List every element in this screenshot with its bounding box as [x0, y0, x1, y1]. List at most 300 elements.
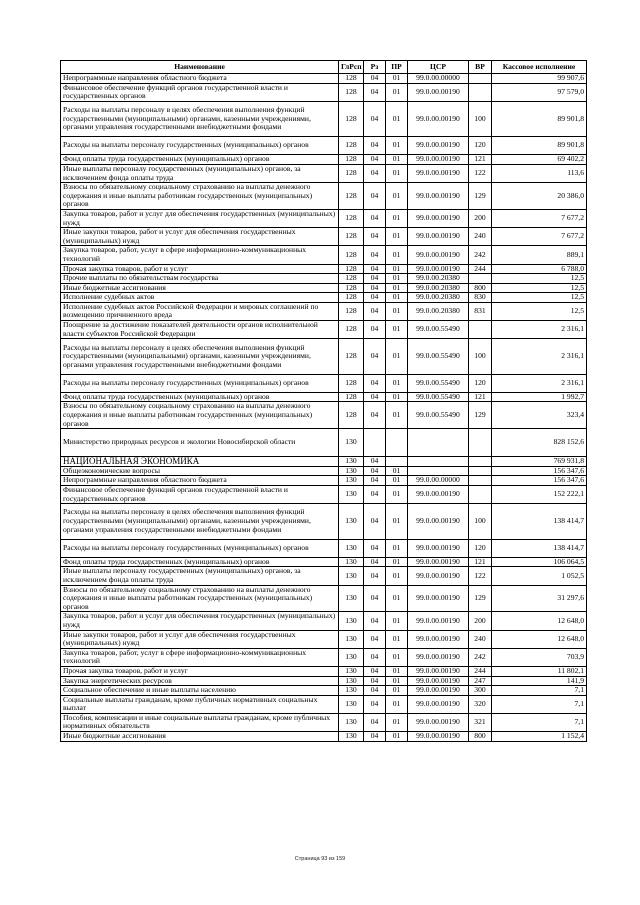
row-csr: 99.0.00.00190: [408, 567, 469, 585]
row-amount: 156 347,6: [492, 476, 587, 486]
table-row: [61, 155, 587, 165]
row-name: Фонд оплаты труда государственных (муниципальных) органов: [61, 155, 339, 165]
row-rz: 04: [364, 539, 386, 557]
row-vr: 120: [469, 374, 492, 392]
row-amount: 889,1: [492, 246, 587, 264]
row-rz: 04: [364, 164, 386, 182]
row-vr: [469, 74, 492, 84]
row-csr: 99.0.00.00190: [408, 695, 469, 713]
row-csr: 99.0.00.00190: [408, 209, 469, 227]
row-pr: 01: [386, 539, 408, 557]
row-amount: 31 297,6: [492, 585, 587, 612]
row-vr: 120: [469, 539, 492, 557]
row-glrsp: 130: [339, 457, 364, 467]
table-row: [61, 585, 587, 612]
row-pr: [386, 457, 408, 467]
row-rz: 04: [364, 504, 386, 539]
row-glrsp: 130: [339, 585, 364, 612]
row-csr: 99.0.00.00000: [408, 74, 469, 84]
row-glrsp: 128: [339, 209, 364, 227]
row-amount: 156 347,6: [492, 466, 587, 476]
row-rz: 04: [364, 466, 386, 476]
table-row: [61, 228, 587, 246]
table-row: [61, 137, 587, 155]
row-amount: 769 931,8: [492, 457, 587, 467]
row-name: Расходы на выплаты персоналу государственных (муниципальных) органов: [61, 539, 339, 557]
row-glrsp: 130: [339, 466, 364, 476]
row-rz: 04: [364, 228, 386, 246]
row-amount: 12,5: [492, 302, 587, 320]
row-vr: 120: [469, 137, 492, 155]
row-glrsp: 128: [339, 155, 364, 165]
row-glrsp: 130: [339, 630, 364, 648]
row-vr: 200: [469, 612, 492, 630]
row-amount: 7,1: [492, 686, 587, 696]
row-csr: 99.0.00.00190: [408, 713, 469, 731]
row-rz: 04: [364, 101, 386, 136]
row-glrsp: 130: [339, 686, 364, 696]
row-rz: 04: [364, 732, 386, 742]
row-rz: 04: [364, 74, 386, 84]
row-vr: 242: [469, 246, 492, 264]
row-rz: 04: [364, 476, 386, 486]
row-name: НАЦИОНАЛЬНАЯ ЭКОНОМИКА: [61, 457, 339, 467]
row-amount: 141,9: [492, 676, 587, 686]
row-glrsp: 130: [339, 539, 364, 557]
header-csr: ЦСР: [408, 61, 469, 74]
row-vr: 321: [469, 713, 492, 731]
row-glrsp: 130: [339, 567, 364, 585]
row-name: Закупка энергетических ресурсов: [61, 676, 339, 686]
table-row: [61, 274, 587, 284]
row-glrsp: 130: [339, 666, 364, 676]
row-rz: 04: [364, 585, 386, 612]
row-vr: 100: [469, 504, 492, 539]
row-csr: 99.0.00.55490: [408, 321, 469, 339]
row-name: Финансовое обеспечение функций органов государственной власти и государственных органов: [61, 83, 339, 101]
table-row: [61, 504, 587, 539]
row-name: Иные бюджетные ассигнования: [61, 283, 339, 293]
row-rz: 04: [364, 274, 386, 284]
row-pr: 01: [386, 567, 408, 585]
row-pr: 01: [386, 466, 408, 476]
row-name: Финансовое обеспечение функций органов государственной власти и государственных органов: [61, 486, 339, 504]
row-pr: 01: [386, 713, 408, 731]
table-row: [61, 713, 587, 731]
table-row: [61, 567, 587, 585]
table-row: [61, 402, 587, 429]
table-row: [61, 732, 587, 742]
row-glrsp: 128: [339, 293, 364, 303]
row-csr: 99.0.00.00190: [408, 246, 469, 264]
row-pr: 01: [386, 648, 408, 666]
row-vr: [469, 429, 492, 457]
row-rz: 04: [364, 209, 386, 227]
row-vr: [469, 274, 492, 284]
row-csr: 99.0.00.00190: [408, 686, 469, 696]
row-vr: 240: [469, 228, 492, 246]
table-row: [61, 557, 587, 567]
row-rz: 04: [364, 392, 386, 402]
row-csr: 99.0.00.20380: [408, 274, 469, 284]
row-pr: 01: [386, 374, 408, 392]
row-csr: 99.0.00.00190: [408, 666, 469, 676]
table-row: [61, 183, 587, 210]
row-amount: 1 052,5: [492, 567, 587, 585]
row-rz: 04: [364, 676, 386, 686]
row-pr: 01: [386, 228, 408, 246]
row-rz: 04: [364, 137, 386, 155]
row-name: Общеэкономические вопросы: [61, 466, 339, 476]
row-name: Расходы на выплаты персоналу государственных (муниципальных) органов: [61, 374, 339, 392]
row-amount: 6 788,0: [492, 264, 587, 274]
row-rz: 04: [364, 155, 386, 165]
row-name: Прочая закупка товаров, работ и услуг: [61, 666, 339, 676]
row-rz: 04: [364, 264, 386, 274]
table-row: [61, 612, 587, 630]
row-rz: 04: [364, 183, 386, 210]
row-rz: 04: [364, 557, 386, 567]
row-pr: 01: [386, 293, 408, 303]
row-name: Взносы по обязательному социальному страхованию на выплаты денежного содержания и иные выплаты работникам государственных (муниципальных) органов: [61, 585, 339, 612]
row-pr: 01: [386, 676, 408, 686]
row-vr: [469, 457, 492, 467]
table-header-row: [61, 61, 587, 74]
row-name: Пособия, компенсации и иные социальные выплаты гражданам, кроме публичных нормативных обязательств: [61, 713, 339, 731]
table-row: [61, 539, 587, 557]
row-name: Взносы по обязательному социальному страхованию на выплаты денежного содержания и иные выплаты работникам государственных (муниципальных) органов: [61, 183, 339, 210]
table-row: [61, 648, 587, 666]
row-name: Расходы на выплаты персоналу в целях обеспечения выполнения функций государственными (муниципальными) органами, казенными учреждениями, органами управления государственными внебюджетными фондами: [61, 101, 339, 136]
row-vr: 121: [469, 155, 492, 165]
table-row: [61, 457, 587, 467]
row-amount: 7 677,2: [492, 209, 587, 227]
row-name: Расходы на выплаты персоналу в целях обеспечения выполнения функций государственными (муниципальными) органами, казенными учреждениями, органами управления государственными внебюджетными фондами: [61, 339, 339, 374]
row-name: Закупка товаров, работ и услуг для обеспечения государственных (муниципальных) нужд: [61, 612, 339, 630]
row-amount: 20 386,0: [492, 183, 587, 210]
row-glrsp: 128: [339, 274, 364, 284]
row-glrsp: 130: [339, 557, 364, 567]
row-name: Поощрение за достижение показателей деятельности органов исполнительной власти субъектов Российской Федерации: [61, 321, 339, 339]
row-pr: 01: [386, 732, 408, 742]
row-pr: 01: [386, 557, 408, 567]
row-glrsp: 128: [339, 374, 364, 392]
row-vr: 240: [469, 630, 492, 648]
row-amount: 11 802,1: [492, 666, 587, 676]
row-vr: [469, 476, 492, 486]
row-csr: 99.0.00.00190: [408, 648, 469, 666]
row-rz: 04: [364, 630, 386, 648]
row-amount: 89 901,8: [492, 137, 587, 155]
row-csr: 99.0.00.00000: [408, 476, 469, 486]
row-name: Исполнение судебных актов Российской Федерации и мировых соглашений по возмещению причиненного вреда: [61, 302, 339, 320]
row-pr: 01: [386, 264, 408, 274]
table-row: [61, 429, 587, 457]
row-csr: 99.0.00.00190: [408, 732, 469, 742]
row-csr: 99.0.00.00190: [408, 137, 469, 155]
row-glrsp: 128: [339, 283, 364, 293]
row-glrsp: 130: [339, 713, 364, 731]
row-csr: 99.0.00.00190: [408, 264, 469, 274]
row-amount: 113,6: [492, 164, 587, 182]
row-glrsp: 128: [339, 402, 364, 429]
row-pr: 01: [386, 585, 408, 612]
row-csr: 99.0.00.00190: [408, 83, 469, 101]
row-vr: [469, 321, 492, 339]
row-name: Взносы по обязательному социальному страхованию на выплаты денежного содержания и иные выплаты работникам государственных (муниципальных) органов: [61, 402, 339, 429]
header-pr: ПР: [386, 61, 408, 74]
row-name: Иные выплаты персоналу государственных (муниципальных) органов, за исключением фонда оплаты труда: [61, 567, 339, 585]
row-vr: 129: [469, 183, 492, 210]
row-rz: 04: [364, 302, 386, 320]
table-row: [61, 339, 587, 374]
row-name: Иные закупки товаров, работ и услуг для обеспечения государственных (муниципальных) нужд: [61, 228, 339, 246]
row-pr: 01: [386, 137, 408, 155]
row-glrsp: 128: [339, 321, 364, 339]
row-csr: 99.0.00.00190: [408, 164, 469, 182]
row-amount: 97 579,0: [492, 83, 587, 101]
row-vr: 300: [469, 686, 492, 696]
row-amount: 2 316,1: [492, 321, 587, 339]
row-amount: 12,5: [492, 274, 587, 284]
row-csr: 99.0.00.55490: [408, 374, 469, 392]
row-csr: [408, 457, 469, 467]
table-row: [61, 302, 587, 320]
row-csr: 99.0.00.20380: [408, 302, 469, 320]
row-amount: 138 414,7: [492, 504, 587, 539]
budget-table: [60, 60, 587, 742]
header-rz: Рз: [364, 61, 386, 74]
row-vr: 244: [469, 264, 492, 274]
row-pr: 01: [386, 392, 408, 402]
row-rz: 04: [364, 283, 386, 293]
row-rz: 04: [364, 83, 386, 101]
row-amount: 2 316,1: [492, 374, 587, 392]
row-amount: 7,1: [492, 695, 587, 713]
table-row: [61, 630, 587, 648]
row-csr: 99.0.00.20380: [408, 283, 469, 293]
row-glrsp: 130: [339, 648, 364, 666]
row-rz: 04: [364, 713, 386, 731]
row-csr: 99.0.00.00190: [408, 486, 469, 504]
row-rz: 04: [364, 374, 386, 392]
row-csr: 99.0.00.20380: [408, 293, 469, 303]
row-pr: 01: [386, 274, 408, 284]
row-amount: 12,5: [492, 283, 587, 293]
header-glrsp: ГлРсп: [339, 61, 364, 74]
row-vr: 121: [469, 392, 492, 402]
row-csr: 99.0.00.00190: [408, 585, 469, 612]
row-vr: 121: [469, 557, 492, 567]
row-glrsp: 130: [339, 476, 364, 486]
row-pr: 01: [386, 686, 408, 696]
row-rz: 04: [364, 695, 386, 713]
row-pr: 01: [386, 695, 408, 713]
row-glrsp: 130: [339, 612, 364, 630]
row-name: Иные выплаты персоналу государственных (муниципальных) органов, за исключением фонда оплаты труда: [61, 164, 339, 182]
row-name: Прочая закупка товаров, работ и услуг: [61, 264, 339, 274]
header-vr: ВР: [469, 61, 492, 74]
row-name: Закупка товаров, работ и услуг для обеспечения государственных (муниципальных) нужд: [61, 209, 339, 227]
row-pr: 01: [386, 666, 408, 676]
row-rz: [364, 429, 386, 457]
table-row: [61, 264, 587, 274]
row-name: Фонд оплаты труда государственных (муниципальных) органов: [61, 557, 339, 567]
row-csr: 99.0.00.00190: [408, 228, 469, 246]
row-name: Прочие выплаты по обязательствам государства: [61, 274, 339, 284]
row-vr: 129: [469, 402, 492, 429]
row-rz: 04: [364, 321, 386, 339]
document-page: [60, 60, 586, 742]
row-name: Иные закупки товаров, работ и услуг для обеспечения государственных (муниципальных) нужд: [61, 630, 339, 648]
row-vr: 830: [469, 293, 492, 303]
row-amount: 12 648,0: [492, 630, 587, 648]
row-vr: 100: [469, 101, 492, 136]
row-pr: 01: [386, 402, 408, 429]
row-glrsp: 130: [339, 732, 364, 742]
row-amount: 99 907,6: [492, 74, 587, 84]
row-pr: 01: [386, 321, 408, 339]
row-name: Закупка товаров, работ, услуг в сфере информационно-коммуникационных технологий: [61, 648, 339, 666]
page-footer: Страница 93 из 159: [294, 856, 346, 862]
row-rz: 04: [364, 648, 386, 666]
row-glrsp: 128: [339, 264, 364, 274]
row-glrsp: 128: [339, 339, 364, 374]
table-row: [61, 476, 587, 486]
table-row: [61, 321, 587, 339]
row-amount: 1 992,7: [492, 392, 587, 402]
row-name: Социальные выплаты гражданам, кроме публичных нормативных социальных выплат: [61, 695, 339, 713]
row-amount: 138 414,7: [492, 539, 587, 557]
row-rz: 04: [364, 666, 386, 676]
row-name: Расходы на выплаты персоналу в целях обеспечения выполнения функций государственными (муниципальными) органами, казенными учреждениями, органами управления государственными внебюджетными фондами: [61, 504, 339, 539]
row-csr: 99.0.00.00190: [408, 539, 469, 557]
row-csr: 99.0.00.00190: [408, 155, 469, 165]
row-pr: 01: [386, 486, 408, 504]
row-csr: [408, 429, 469, 457]
row-vr: 242: [469, 648, 492, 666]
row-rz: 04: [364, 402, 386, 429]
row-glrsp: 128: [339, 183, 364, 210]
table-row: [61, 74, 587, 84]
row-rz: 04: [364, 686, 386, 696]
row-glrsp: 130: [339, 695, 364, 713]
row-amount: 12,5: [492, 293, 587, 303]
table-row: [61, 695, 587, 713]
row-csr: 99.0.00.55490: [408, 402, 469, 429]
row-pr: 01: [386, 246, 408, 264]
table-row: [61, 83, 587, 101]
row-amount: 1 152,4: [492, 732, 587, 742]
row-pr: 01: [386, 83, 408, 101]
row-glrsp: 128: [339, 83, 364, 101]
table-row: [61, 293, 587, 303]
header-name: Наименование: [61, 61, 339, 74]
row-name: Иные бюджетные ассигнования: [61, 732, 339, 742]
row-rz: 04: [364, 457, 386, 467]
row-vr: 320: [469, 695, 492, 713]
row-vr: [469, 83, 492, 101]
row-amount: 152 222,1: [492, 486, 587, 504]
row-glrsp: 128: [339, 74, 364, 84]
row-glrsp: 130: [339, 486, 364, 504]
row-glrsp: 128: [339, 246, 364, 264]
row-name: Закупка товаров, работ, услуг в сфере информационно-коммуникационных технологий: [61, 246, 339, 264]
row-csr: 99.0.00.00190: [408, 612, 469, 630]
row-vr: 800: [469, 732, 492, 742]
row-amount: 12 648,0: [492, 612, 587, 630]
row-amount: 703,9: [492, 648, 587, 666]
row-vr: 800: [469, 283, 492, 293]
row-csr: 99.0.00.00190: [408, 557, 469, 567]
table-row: [61, 283, 587, 293]
row-pr: 01: [386, 183, 408, 210]
row-glrsp: 128: [339, 137, 364, 155]
row-amount: 2 316,1: [492, 339, 587, 374]
row-name: Фонд оплаты труда государственных (муниципальных) органов: [61, 392, 339, 402]
table-row: [61, 209, 587, 227]
row-amount: 69 402,2: [492, 155, 587, 165]
row-rz: 04: [364, 246, 386, 264]
row-csr: 99.0.00.00190: [408, 183, 469, 210]
row-glrsp: 128: [339, 101, 364, 136]
table-row: [61, 374, 587, 392]
row-amount: 89 901,8: [492, 101, 587, 136]
table-row: [61, 686, 587, 696]
row-vr: [469, 486, 492, 504]
row-glrsp: 128: [339, 228, 364, 246]
row-csr: [408, 466, 469, 476]
row-amount: 7,1: [492, 713, 587, 731]
row-glrsp: 128: [339, 164, 364, 182]
row-vr: 129: [469, 585, 492, 612]
row-glrsp: 128: [339, 392, 364, 402]
row-pr: 01: [386, 612, 408, 630]
row-rz: 04: [364, 339, 386, 374]
row-pr: 01: [386, 101, 408, 136]
row-amount: 828 152,6: [492, 429, 587, 457]
row-name: Социальное обеспечение и иные выплаты населению: [61, 686, 339, 696]
row-pr: 01: [386, 164, 408, 182]
row-pr: [386, 429, 408, 457]
row-csr: 99.0.00.55490: [408, 392, 469, 402]
row-amount: 7 677,2: [492, 228, 587, 246]
row-vr: 100: [469, 339, 492, 374]
row-vr: 244: [469, 666, 492, 676]
row-glrsp: 128: [339, 302, 364, 320]
row-vr: 831: [469, 302, 492, 320]
row-name: Непрограммные направления областного бюджета: [61, 476, 339, 486]
row-name: Непрограммные направления областного бюджета: [61, 74, 339, 84]
row-csr: 99.0.00.00190: [408, 504, 469, 539]
row-name: Министерство природных ресурсов и экологии Новосибирской области: [61, 429, 339, 457]
table-row: [61, 164, 587, 182]
row-vr: 247: [469, 676, 492, 686]
row-rz: 04: [364, 612, 386, 630]
row-pr: 01: [386, 74, 408, 84]
table-row: [61, 666, 587, 676]
row-rz: 04: [364, 486, 386, 504]
row-amount: 323,4: [492, 402, 587, 429]
row-csr: 99.0.00.00190: [408, 630, 469, 648]
table-row: [61, 486, 587, 504]
table-body: [61, 74, 587, 742]
table-row: [61, 676, 587, 686]
row-pr: 01: [386, 302, 408, 320]
row-csr: 99.0.00.00190: [408, 101, 469, 136]
row-amount: 106 064,5: [492, 557, 587, 567]
row-name: Исполнение судебных актов: [61, 293, 339, 303]
